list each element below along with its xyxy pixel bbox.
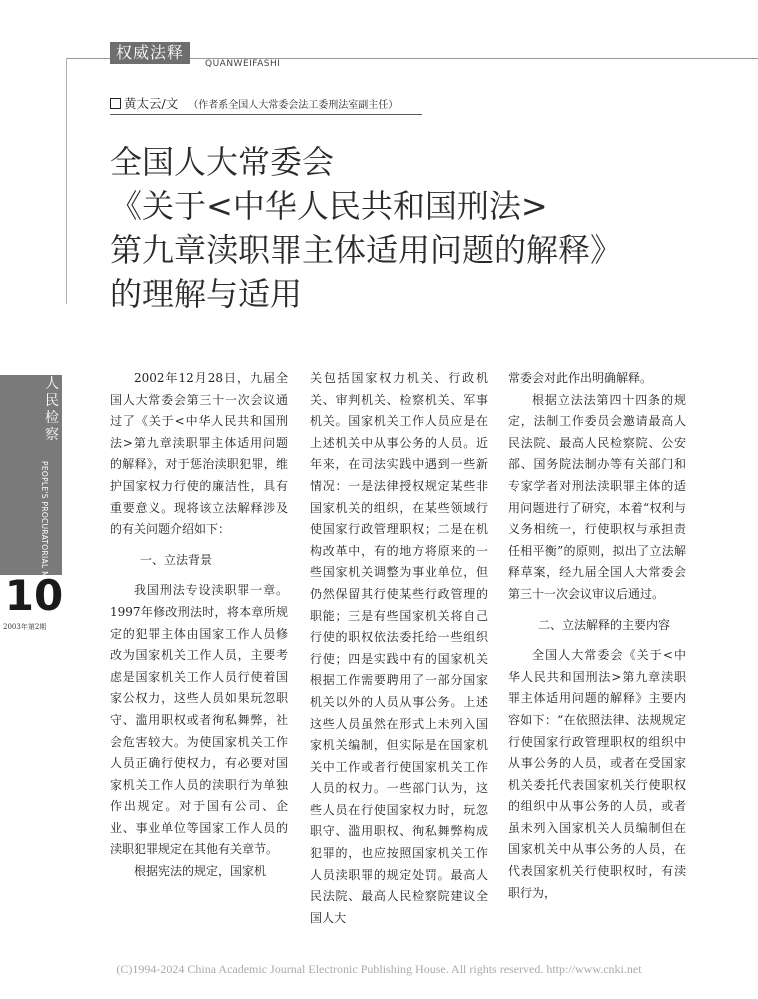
author-name: 黄太云/文 (124, 96, 179, 111)
header-vertical-rule (66, 58, 67, 304)
paragraph: 全国人大常委会《关于<中华人民共和国刑法>第九章渎职罪主体适用问题的解释》主要内容如下：“在依照法律、法规规定行使国家行政管理职权的组织中从事公务的人员，或者在受国家机关委托代表国家机关行使职权的组织中从事公务的人员，或者虽未列入国家机关人员编制但在国家机关中从事公务的人员，在代表国家机关行使职权时，有渎职行为， (508, 648, 686, 900)
section-pinyin: QUANWEIFASHI (205, 59, 281, 69)
journal-name-cn: 人 民 检 察 (45, 376, 59, 443)
title-line: 全国人大常委会 (110, 143, 335, 181)
paragraph: 2002年12月28日，九届全国人大常委会第三十一次会议通过了《关于<中华人民共和国刑法>第九章渎职罪主体适用问题的解释》，对于惩治渎职犯罪，维护国家权力行使的廉洁性，具有重要意义。现将该立法解释涉及的有关问题介绍如下： (110, 371, 288, 537)
paragraph: 常委会对此作出明确解释。 (508, 371, 653, 385)
issue-date: 2003年第2期 (3, 623, 47, 631)
paragraph: 根据宪法的规定，国家机 (134, 864, 267, 879)
text-column-2 (310, 368, 488, 929)
byline (110, 94, 398, 112)
title-line: 的理解与适用 (110, 275, 303, 313)
section-label: 权威法释 (110, 42, 190, 64)
title-line: 第九章渎职罪主体适用问题的解释》 (110, 231, 623, 269)
paragraph: 根据立法法第四十四条的规定，法制工作委员会邀请最高人民法院、最高人民检察院、公安部、国务院法制办等有关部门和专家学者对刑法渎职罪主体的适用问题进行了研究，本着“权利与义务相统一，行使职权与承担责任相平衡”的原则，拟出了立法解释草案，经九届全国人大常委会第三十一次会议审议后通过。 (508, 392, 686, 601)
article-title (110, 140, 730, 316)
square-bullet-icon (110, 98, 121, 109)
journal-name-en: PEOPLE'S PROCURATORIAL MONTHLY (40, 461, 49, 610)
paragraph: 关包括国家权力机关、行政机关、审判机关、检察机关、军事机关。国家机关工作人员应是在上述机关中从事公务的人员。近年来，在司法实践中遇到一些新情况：一是法律授权规定某些非国家机关的组织，在某些领域行使国家行政管理职权；二是在机构改革中，有的地方将原来的一些国家机关调整为事业单位，但仍然保留其行使某些行政管理的职能；三是有些国家机关将自己行使的职权依法委托给一些组织行使；四是实践中有的国家机关根据工作需要聘用了一部分国家机关以外的人员从事公务。上述这些人员虽然在形式上未列入国家机关编制，但实际是在国家机关中工作或者行使国家机关工作人员的权力。一些部门认为，这些人员在行使国家权力时，玩忽职守、滥用职权、徇私舞弊构成犯罪的，也应按照国家机关工作人员渎职罪的规定处罚。最高人民法院、最高人民检察院建议全国人大 (310, 371, 488, 925)
issue-number: 10 (4, 571, 64, 620)
section-heading: 二、立法解释的主要内容 (538, 617, 671, 632)
byline-rule (110, 114, 422, 115)
author-note: （作者系全国人大常委会法工委刑法室副主任） (188, 100, 399, 111)
section-heading: 一、立法背景 (140, 552, 213, 567)
copyright-footer: (C)1994-2024 China Academic Journal Electronic Publishing House. All rights reserved. http://www.cnki.net (116, 962, 642, 976)
paragraph: 我国刑法专设渎职罪一章。1997年修改刑法时，将本章所规定的犯罪主体由国家工作人员修改为国家机关工作人员，主要考虑是国家机关工作人员行使着国家公权力，这些人员如果玩忽职守、滥用职权或者徇私舞弊，社会危害较大。为使国家机关工作人员正确行使权力，有必要对国家机关工作人员的渎职行为单独作出规定。对于国有公司、企业、事业单位等国家工作人员的渎职犯罪规定在其他有关章节。 (110, 583, 288, 857)
text-column-3 (508, 368, 686, 904)
text-column-1 (110, 368, 288, 883)
title-line: 《关于<中华人民共和国刑法> (110, 187, 548, 225)
